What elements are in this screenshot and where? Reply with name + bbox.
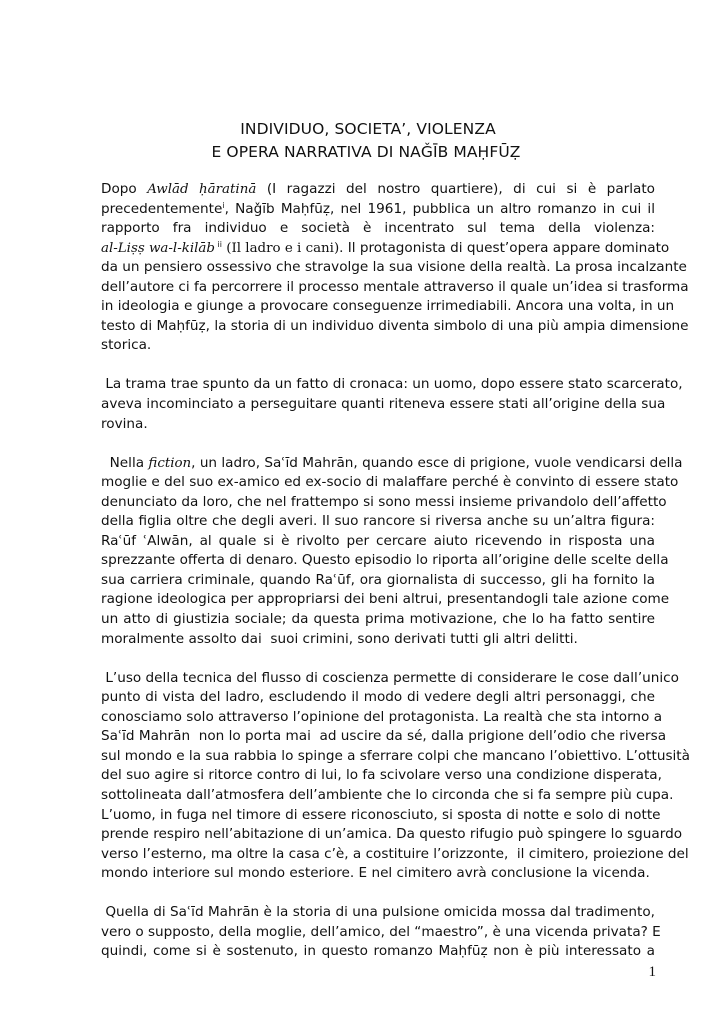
body-text <box>101 180 690 981</box>
text-span: conosciamo solo attraverso l’opinione del protagonista. La realtà che sta intorno a <box>101 708 663 725</box>
text-span: , un ladro, Saʿīd Mahrān, quando esce di prigione, vuole vendicarsi della <box>191 454 683 471</box>
text-line <box>101 473 679 493</box>
text-span: Raʿūf ʿAlwān, al quale si è rivolto per cercare aiuto ricevendo in risposta una <box>101 532 655 549</box>
text-span: sul mondo e la sua rabbia lo spinge a sferrare colpi che mancano l’obiettivo. L’ottusità <box>101 747 690 764</box>
text-line <box>101 669 679 689</box>
text-span: in ideologia e giunge a provocare conseguenze irrimediabili. Ancora una volta, in un <box>101 298 675 315</box>
text-line <box>101 375 683 395</box>
text-line <box>101 806 661 826</box>
text-span: ii <box>214 239 222 249</box>
text-span: moglie e del suo ex-amico ed ex-socio di malaffare perché è convinto di essere stato <box>101 474 679 491</box>
paragraph <box>101 903 661 962</box>
text-line <box>101 630 655 650</box>
paragraph <box>101 375 683 434</box>
text-line <box>101 512 655 532</box>
text-line <box>101 786 674 806</box>
paragraph <box>101 454 683 649</box>
text-span: ragione ideologica per appropriarsi dei beni altrui, presentandogli tale azione come <box>101 591 670 608</box>
text-span: sua carriera criminale, quando Raʿūf, ora giornalista di successo, gli ha fornito la <box>101 571 655 588</box>
text-span: L’uso della tecnica del flusso di coscienza permette di considerare le cose dall’unico <box>101 669 679 686</box>
text-span: vero o supposto, della moglie, dell’amico, del “maestro”, è una vicenda privata? E <box>101 923 661 940</box>
text-line <box>101 297 675 317</box>
text-span: del suo agire si ritorce contro di lui, lo fa scivolare verso una condizione disperata, <box>101 767 662 784</box>
text-line <box>101 551 669 571</box>
page-number: 1 <box>648 964 656 980</box>
text-line <box>101 532 655 552</box>
text-line <box>101 766 662 786</box>
paragraph <box>101 669 690 884</box>
text-line <box>101 590 670 610</box>
text-line <box>101 825 683 845</box>
text-line <box>101 688 655 708</box>
text-line <box>101 845 689 865</box>
text-line <box>101 200 655 220</box>
title-line-2: E OPERA NARRATIVA DI NAǦĪB MAḤFŪẒ <box>211 143 521 161</box>
text-span: della figlia oltre che degli averi. Il suo rancore si riversa anche su un’altra figura: <box>101 513 655 530</box>
text-span: denunciato da loro, che nel frattempo si sono messi insieme privandolo dell’affetto <box>101 493 667 510</box>
text-line <box>101 610 655 630</box>
text-line <box>101 571 655 591</box>
text-span: Saʿīd Mahrān non lo porta mai ad uscire da sé, dalla prigione dell’odio che riversa <box>101 728 667 745</box>
text-line <box>101 415 655 435</box>
text-span: prende respiro nell’abitazione di un’amica. Da questo rifugio può spingere lo sguardo <box>101 826 683 843</box>
text-span: sottolineata dall’atmosfera dell’ambiente che lo circonda che si fa sempre più cupa. <box>101 786 674 803</box>
text-line <box>101 942 655 962</box>
text-span: aveva incominciato a perseguitare quanti riteneva essere stati all’origine della sua <box>101 396 666 413</box>
text-span: Quella di Saʿīd Mahrān è la storia di una pulsione omicida mossa dal tradimento, <box>101 904 655 921</box>
paragraph <box>101 180 689 356</box>
text-line <box>101 493 667 513</box>
text-line <box>101 180 655 200</box>
text-line <box>101 923 661 943</box>
text-span: sprezzante offerta di denaro. Questo episodio lo riporta all’origine delle scelte della <box>101 552 669 569</box>
text-line <box>101 708 663 728</box>
text-span: fiction <box>148 455 192 471</box>
text-line <box>101 864 655 884</box>
text-line <box>101 395 666 415</box>
text-span: mondo interiore sul mondo esteriore. E nel cimitero avrà conclusione la vicenda. <box>101 865 650 882</box>
text-span: , Naǧīb Maḥfūẓ, nel 1961, pubblica un altro romanzo in cui il <box>224 200 655 217</box>
text-span: L’uomo, in fuga nel timore di essere riconosciuto, si sposta di notte e solo di notte <box>101 806 661 823</box>
text-span: storica. <box>101 337 152 354</box>
text-line <box>101 239 670 259</box>
text-span: verso l’esterno, ma oltre la casa c’è, a costituire l’orizzonte, il cimitero, proiezione del <box>101 845 689 862</box>
text-span: un atto di giustizia sociale; da questa prima motivazione, che lo ha fatto sentire <box>101 611 655 628</box>
text-span: (I ragazzi del nostro quartiere), di cui si è parlato <box>256 181 655 197</box>
text-span: da un pensiero ossessivo che stravolge la sua visione della realtà. La prosa incalzante <box>101 259 687 276</box>
text-span: quindi, come si è sostenuto, in questo romanzo Maḥfūẓ non è più interessato a <box>101 943 655 960</box>
text-span: rapporto fra individuo e società è incentrato sul tema della violenza: <box>101 220 655 237</box>
text-span: moralmente assolto dai suoi crimini, sono derivati tutti gli altri delitti. <box>101 630 578 647</box>
text-line <box>101 747 690 767</box>
text-span: Nella <box>101 454 149 471</box>
title-line-1: INDIVIDUO, SOCIETA’, VIOLENZA <box>240 120 496 138</box>
text-span: rovina. <box>101 415 148 432</box>
text-span: dell’autore ci fa percorrere il processo mentale attraverso il quale un’idea si trasforma <box>101 278 689 295</box>
text-span: punto di vista del ladro, escludendo il modo di vedere degli altri personaggi, che <box>101 689 655 706</box>
text-span: precedentemente <box>101 200 223 217</box>
text-span: La trama trae spunto da un fatto di cronaca: un uomo, dopo essere stato scarcerato, <box>101 376 683 393</box>
text-line <box>101 903 655 923</box>
text-span: (Il ladro e i cani). <box>221 240 344 256</box>
text-span: Dopo <box>101 181 148 197</box>
text-span: Awlād ḥāratinā <box>147 182 257 197</box>
text-line <box>101 317 689 337</box>
text-line <box>101 219 655 239</box>
text-line <box>101 258 687 278</box>
text-span: testo di Maḥfūẓ, la storia di un individuo diventa simbolo di una più ampia dimensione <box>101 317 689 334</box>
text-span: Il protagonista di quest’opera appare dominato <box>343 239 670 256</box>
text-span: i <box>222 200 225 210</box>
text-line <box>101 454 683 474</box>
text-line <box>101 727 667 747</box>
text-line <box>101 336 655 356</box>
text-line <box>101 278 689 298</box>
text-span: al-Liṣṣ wa-l-kilāb <box>101 240 215 256</box>
